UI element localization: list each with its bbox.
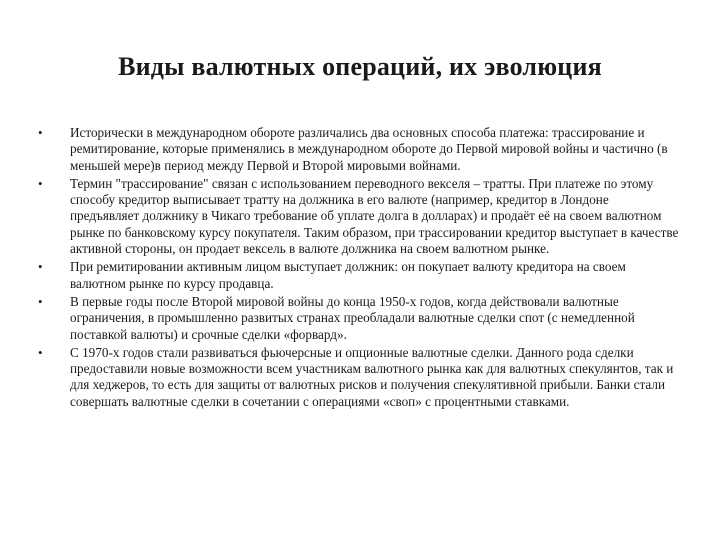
bullet-list [40,125,680,412]
bullet-text: В первые годы после Второй мировой войны до конца 1950-х годов, когда действовали валютные ограничения, в промышленно развитых странах преобладали валютные сделки спот (с немедленной поставкой валюты) и срочные сделки «форвард». [70,293,635,342]
bullet-item [40,125,680,174]
bullet-text: Термин "трассирование" связан с использованием переводного векселя – тратты. При платеже по этому способу кредитор выписывает тратту на должника в его валюте (например, кредитор в Лондоне предъявляет должнику в Чикаго требование об уплате долга в долларах) и продаёт её на своем валютном рынке по банковскому курсу покупателя. Таким образом, при трассировании кредитор выступает в качестве активной стороны, он продает вексель в валюте должника на своем валютном рынке. [70,175,679,257]
bullet-marker: • [38,175,43,191]
bullet-marker: • [38,344,43,360]
bullet-text: С 1970-х годов стали развиваться фьючерсные и опционные валютные сделки. Данного рода сделки предоставили новые возможности всем участникам валютного рынка как для валютных спекулянтов, так и для хеджеров, то есть для защиты от валютных рисков и получения спекулятивной прибыли. Банки стали совершать валютные сделки в сочетании с операциями «своп» с процентными ставками. [70,344,674,409]
bullet-text: При ремитировании активным лицом выступает должник: он покупает валюту кредитора на своем валютном рынке по курсу продавца. [70,259,626,291]
bullet-item [40,259,680,292]
bullet-item [40,345,680,410]
bullet-text: Исторически в международном обороте различались два основных способа платежа: трассирование и ремитирование, которые применялись в международном обороте до Первой мировой войны и частично (в меньшей мере)в период между Первой и Второй мировыми войнами. [70,125,668,173]
bullet-marker: • [38,293,43,309]
bullet-item [40,176,680,257]
bullet-item [40,294,680,343]
bullet-marker: • [38,259,43,275]
slide-title: Виды валютных операций, их эволюция [118,52,602,81]
bullet-marker: • [38,125,43,140]
